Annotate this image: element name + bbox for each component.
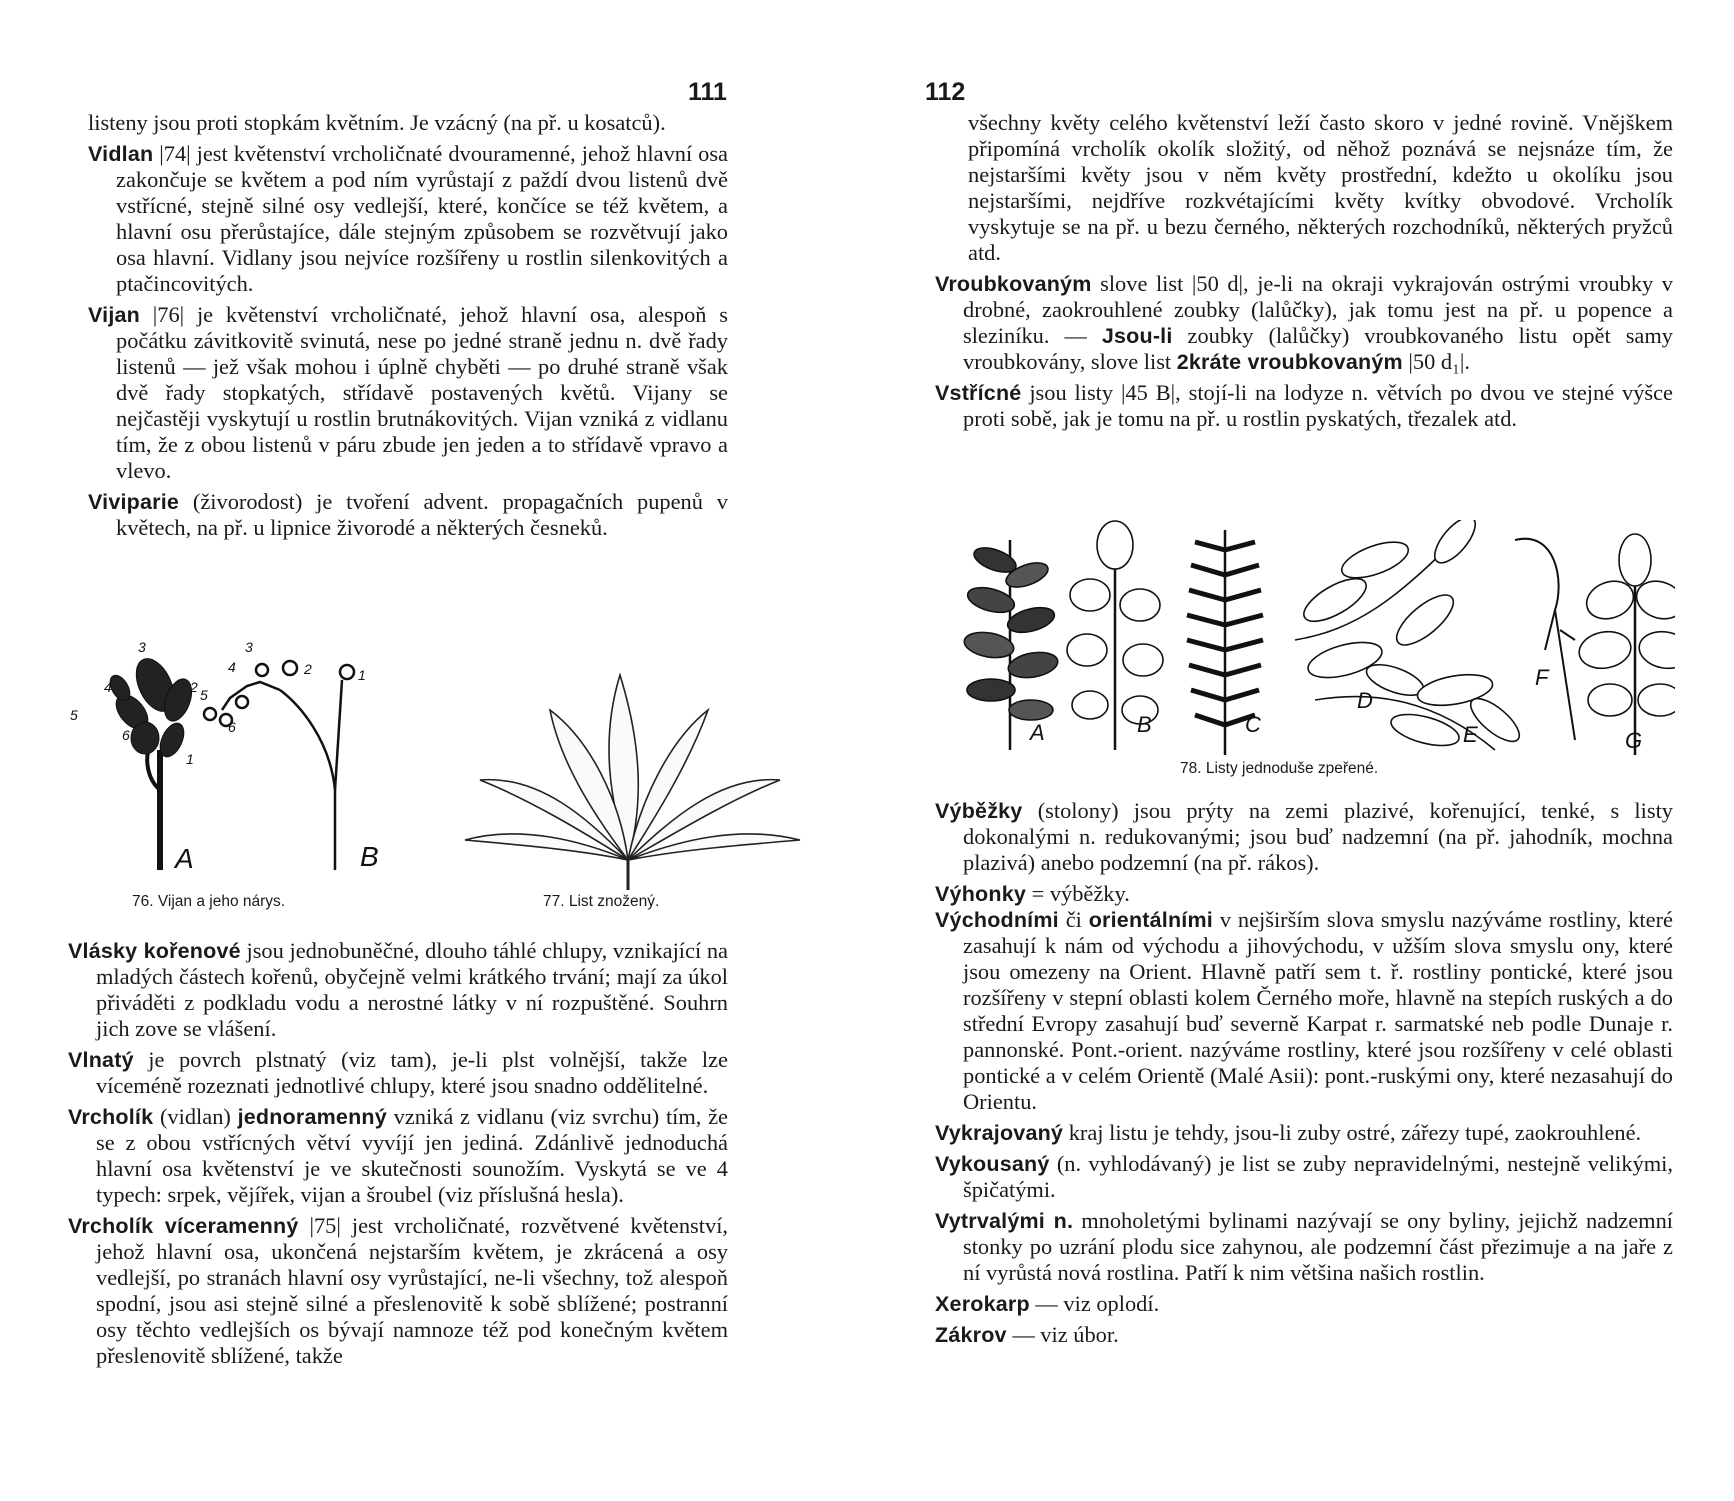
entry-vstricne: Vstřícné jsou listy |45 B|, stojí-li na lodyze n. větvích po dvou ve stejné výšce proti sobě, jak je tomu na př. u rostlin pyskatých, třezalek atd. [935, 380, 1673, 431]
fig76-label-5: 5 [70, 707, 78, 723]
fig76-label-4: 4 [104, 679, 112, 695]
fig76b-label-6: 6 [228, 719, 236, 735]
fig76-label-3: 3 [138, 640, 146, 655]
figure-77-palmate-leaf [460, 660, 810, 890]
fig78-label-B: B [1137, 712, 1152, 737]
entry-continuation-right: všechny květy celého květenství leží často skoro v jedné rovině. Vnějškem připomíná vrcholík okolík složitý, od něhož poznává se nejsnáze tím, že nejstaršími květy jsou v něm květy prostřední, kdežto u okolíku jsou nejstaršími, nejdříve rozkvétajícími květy kvítky obvodové. Vrcholík vyskytuje se na př. u bezu černého, některých rozchodníků, některých pryžců atd. [968, 110, 1673, 265]
fig78-label-G: G [1625, 728, 1643, 753]
entry-vychodnimi: Východními či orientálními v nejširším slova smyslu nazýváme rostliny, které zasahují k nám od východu a jihovýchodu, v užším slova smyslu ony, které jsou omezeny na Orient. Hlavně patří sem t. ř. rostliny pontické, které jsou rozšířeny v stepní oblasti kolem Černého moře, hlavně na stepích ruských a do střední Evropy zasahují buď severně Karpat r. sarmatské neb podle Dunaje r. pannonské. Pont.-orient. nazýváme rostliny, které jsou rozšířeny v celé oblasti pontické a v celém Orientě (Malé Asii): pont.-ruskými ony, které nezasahují do Orientu. [935, 907, 1673, 1114]
entry-vlnaty: Vlnatý je povrch plstnatý (viz tam), je-li plst volnější, takže lze víceméně rozeznati jednotlivé chlupy, které jsou snadno oddělitelné. [68, 1047, 728, 1098]
fig78-label-D: D [1357, 688, 1373, 713]
entry-vroubkovanym: Vroubkovaným slove list |50 d|, je-li na okraji vykrajován ostrými vroubky v drobné, zaokrouhlené zoubky (lalůčky), jak tomu jest na př. u popence a sleziníku. — Jsou-li zoubky (lalůčky) vroubkovaného listu opět samy vroubkovány, slove list 2kráte vroubkovaným |50 d₁|. [935, 271, 1673, 374]
entry-viviparie: Viviparie (živorodost) je tvoření advent. propagačních pupenů v květech, na př. u lipnice živorodé a některých česneků. [88, 489, 728, 540]
fig76-label-A: A [175, 843, 194, 874]
leaf-de [1295, 520, 1526, 752]
fig78-label-A: A [1030, 720, 1045, 745]
entry-xerokarp: Xerokarp — viz oplodí. [935, 1291, 1160, 1316]
fig76b-label-1: 1 [358, 667, 366, 683]
right-column-top [935, 110, 1673, 437]
leaf-a [962, 540, 1059, 750]
left-column-bottom [68, 938, 728, 1374]
entry-vrcholik-viceramenny: Vrcholík víceramenný |75| jest vrcholičnaté, rozvětvené květenství, jehož hlavní osa, ukončená nejstarším květem, je zkrácená a osy vedlejší, po stranách hlavní osy vyrůstající, ne-li všechny, tož alespoň spodní, jsou asi stejně silné a přeslenovitě k sobě sblížené; postranní osy těchto vedlejších os bývají namnoze též pod konečným květem přeslenovitě sblížené, takže [68, 1213, 729, 1368]
entry-vybezky: Výběžky (stolony) jsou prýty na zemi plazivé, kořenující, tenké, s listy dokonalými n. redukovanými; jsou buď nadzemní (na př. jahodník, mochna plazivá) anebo podzemní (na př. rákos). [935, 798, 1673, 875]
fig76-label-2: 2 [190, 679, 198, 695]
entry-vykrajovany: Vykrajovaný kraj listu je tehdy, jsou-li zuby ostré, zářezy tupé, zaokrouhlené. [935, 1120, 1642, 1145]
figure-76-cincinnus [60, 640, 400, 880]
fig76b-label-2: 2 [304, 661, 312, 677]
entry-vykousany: Vykousaný (n. vyhlodávaný) je list se zuby nepravidelnými, nestejně velikými, špičatými. [935, 1151, 1673, 1202]
entry-continuation: listeny jsou proti stopkám květním. Je vzácný (na př. u kosatců). [88, 110, 666, 135]
leaf-f [1515, 539, 1575, 740]
figure-77-caption: 77. List znožený. [543, 893, 660, 910]
fig76b-label-4: 4 [228, 659, 236, 675]
entry-vyhonky: Výhonky = výběžky. [935, 881, 1130, 906]
fig78-label-F: F [1535, 665, 1549, 690]
fig76b-label-5: 5 [200, 687, 208, 703]
entry-vidlan: Vidlan |74| jest květenství vrcholičnaté dvouramenné, jehož hlavní osa zakončuje se květem a pod ním vyrůstají z paždí dvou listenů dvě vstřícné, stejně silné osy vedlejší, které, končíce se též květem, a hlavní osu přerůstajíce, dále stejným způsobem se rozvětvují jako osa hlavní. Vidlany jsou nejvíce rozšířeny u rostlin silenkovitých a ptačincovitých. [88, 141, 728, 296]
figure-76a-drawing [106, 653, 197, 870]
fig78-label-E: E [1463, 722, 1478, 747]
entry-vijan: Vijan |76| je květenství vrcholičnaté, jehož hlavní osa, alespoň s počátku závitkovitě svinutá, nese po jedné straně jednu n. dvě řady listenů — jež však mohou i úplně chyběti — po druhé straně však dvě řady stopkatých, střídavě postavených květů. Vijany se nejčastěji vyskytují u rostlin brutnákovitých. Vijan vzniká z vidlanu tím, že z obou listenů v páru zbude jen jeden a to střídavě vpravo a vlevo. [88, 302, 728, 483]
figure-76-caption: 76. Vijan a jeho nárys. [132, 893, 286, 910]
fig76-label-B: B [360, 841, 379, 872]
leaf-g [1576, 534, 1675, 755]
page-number-left: 111 [688, 78, 727, 106]
fig76-label-6: 6 [122, 727, 130, 743]
left-column-top [88, 110, 728, 546]
entry-vlasky: Vlásky kořenové jsou jednobuněčné, dlouho táhlé chlupy, vznikající na mladých částech kořenů, obyčejně velmi krátkého trvání; mají za úkol přiváděti z podkladu vodu a nerostné látky v ní rozpuštěné. Souhrn jich zove se vlášení. [68, 938, 728, 1041]
figure-78-pinnate-leaves [955, 520, 1675, 760]
figure-78-caption: 78. Listy jednoduše zpeřené. [1180, 760, 1379, 777]
entry-vrcholik-jednoramenny: Vrcholík (vidlan) jednoramenný vzniká z vidlanu (viz svrchu) tím, že se z obou vstřícných větví vyvíjí jen jediná. Zdánlivě jednoduchá hlavní osa květenství je ve skutečnosti sounožím. Vyskytá se ve 4 typech: srpek, vějířek, vijan a šroubel (viz příslušná hesla). [68, 1104, 728, 1207]
entry-vytrvalymi: Vytrvalými n. mnoholetými bylinami nazývají se ony byliny, jejichž nadzemní stonky po uzrání plodu sice zahynou, ale podzemní část přezimuje a na jaře z ní vyrůstá nová rostlina. Patří k nim většina našich rostlin. [935, 1208, 1673, 1285]
fig76b-label-3: 3 [245, 640, 253, 655]
entry-zakrov: Zákrov — viz úbor. [935, 1322, 1119, 1347]
figure-76b-diagram [204, 661, 354, 870]
fig78-label-C: C [1245, 712, 1261, 737]
fig76-label-1: 1 [186, 751, 194, 767]
right-column-bottom [935, 798, 1673, 1353]
page-number-right: 112 [925, 78, 966, 106]
